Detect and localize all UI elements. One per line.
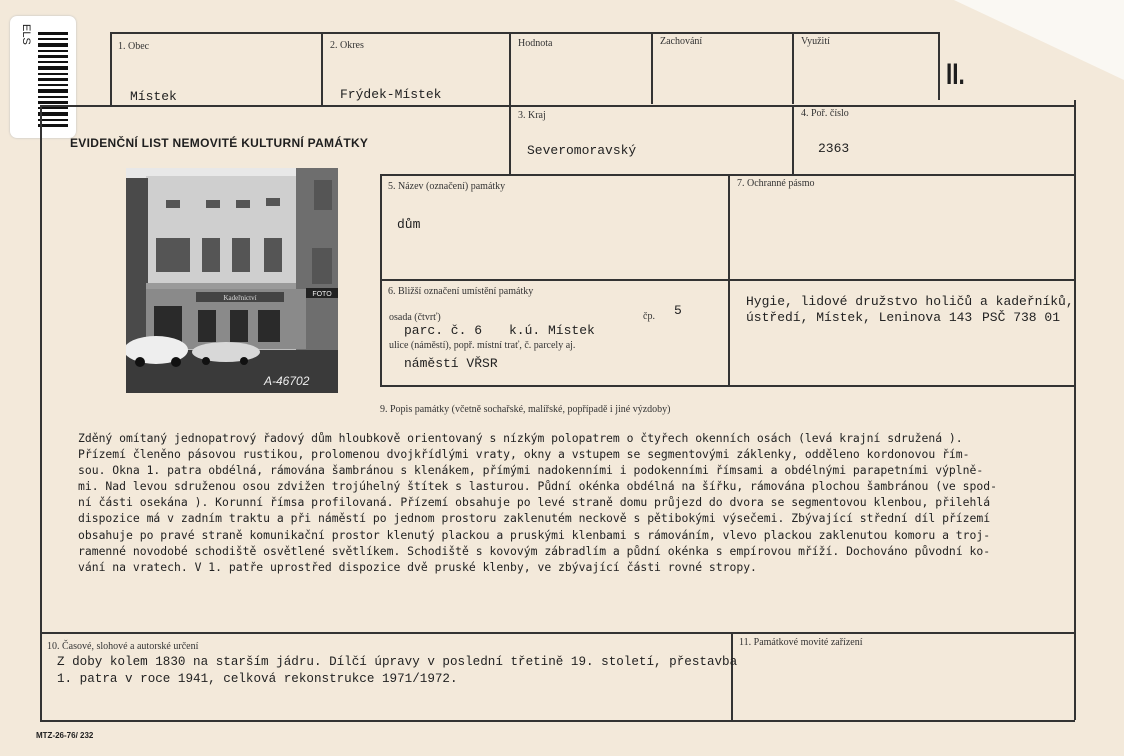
kraj-value: Severomoravský <box>527 143 637 158</box>
nazev-value: dům <box>397 217 421 232</box>
okres-label: 2. Okres <box>330 40 364 51</box>
barcode-text: ELS <box>20 24 32 45</box>
ulice-value: náměstí VŘSR <box>404 356 498 371</box>
urceni-line: Z doby kolem 1830 na starším jádru. Dílčí úpravy v poslední třetině 19. století, přestavba <box>57 655 738 669</box>
ochranne-pasmo-label: 7. Ochranné pásmo <box>737 178 815 189</box>
umisteni-label: 6. Bližší označení umístění památky <box>388 286 534 297</box>
popis-line: dispozice má v zadním traktu a při náměstí po jednom prostoru zaklenutém neckově s pětibokými výsečemi. Zbývající střední díl přízemí <box>78 511 991 526</box>
ku-value: k.ú. Místek <box>509 323 595 338</box>
popis-line: ramenné novodobé schodiště osvětlené světlíkem. Schodiště s kovovým zábradlím a půdní okénka s empírovou mříží. Dochováno původní ko- <box>78 543 991 558</box>
zachovani-label: Zachování <box>660 36 703 47</box>
cp-label: čp. <box>643 311 655 322</box>
urceni-label: 10. Časové, slohové a autorské určení <box>47 641 199 652</box>
shop-sign: Kadeřnictví <box>223 294 257 302</box>
foto-sign: FOTO <box>312 291 332 298</box>
popis-line: mi. Nad levou sdruženou osou zdvižen trojúhelný štítek s lasturou. Půdní okénka obdélná na šířku, rámována plochou šambránou (ve spod- <box>78 479 997 494</box>
obec-label: 1. Obec <box>118 41 150 52</box>
owner-line2: ústředí, Místek, Leninova 143 <box>746 310 973 325</box>
building-photo-image <box>126 168 338 393</box>
card-folded-corner <box>954 0 1124 80</box>
hodnota-label: Hodnota <box>518 38 553 49</box>
cp-value: 5 <box>674 303 682 318</box>
ulice-label: ulice (náměstí), popř. místní trať, č. parcely aj. <box>389 340 576 351</box>
building-photo <box>126 168 338 393</box>
popis-line: Přízemí členěno pásovou rustikou, prolomenou dvojkřídlými vraty, okny a vstupem se segmentovými záklenky, odděleno kordonovou řím- <box>78 447 970 462</box>
obec-value: Místek <box>130 89 177 104</box>
vyuziti-label: Využití <box>801 36 830 47</box>
popis-line: obsahuje po pravé straně komunikační prostor klenutý plackou a pruskými klenbami s rámováním, vlevo plackou zaklenutou komoru a troj- <box>78 527 991 542</box>
popis-line: Zděný omítaný jednopatrový řadový dům hloubkově orientovaný s nízkým polopatrem o čtyřech okenních osách (levá krajní sdružená ). <box>78 431 963 445</box>
owner-psc: PSČ 738 01 <box>982 310 1061 325</box>
por-cislo-value: 2363 <box>818 141 850 156</box>
owner-line1: Hygie, lidové družstvo holičů a kadeřníků, <box>746 294 1074 309</box>
page-marker: II. <box>946 58 965 91</box>
parc-value: parc. č. 6 <box>404 323 483 338</box>
por-cislo-label: 4. Poř. číslo <box>801 108 849 119</box>
popis-label: 9. Popis památky (včetně sochařské, malířské, popřípadě i jiné výzdoby) <box>380 404 671 415</box>
popis-line: ní části osekána ). Korunní římsa profilovaná. Přízemí obsahuje po levé straně domu průjezd do dvora se segmentovou klenbou, přilehlá <box>78 495 991 510</box>
popis-line: vání na vratech. V 1. patře uprostřed dispozice dvě pruské klenby, ve zbývající části rovné stropy. <box>78 559 757 574</box>
movite-label: 11. Památkové movité zařízení <box>739 637 863 648</box>
card-title: EVIDENČNÍ LIST NEMOVITÉ KULTURNÍ PAMÁTKY <box>70 136 369 150</box>
footer-code: MTZ-26-76/ 232 <box>36 731 94 740</box>
barcode-sticker <box>10 16 76 138</box>
osada-label: osada (čtvrť) <box>389 312 441 323</box>
kraj-label: 3. Kraj <box>518 110 546 121</box>
barcode-bars <box>38 32 68 128</box>
popis-line: sou. Okna 1. patra obdélná, rámována šambránou s klenákem, přímými nadokenními i podokenními římsami a obdélnými parapetními výplně- <box>78 463 984 478</box>
popis-text <box>78 430 1048 575</box>
okres-value: Frýdek-Místek <box>340 87 442 102</box>
photo-caption: A-46702 <box>264 374 310 388</box>
urceni-line: 1. patra v roce 1941, celková rekonstrukce 1971/1972. <box>57 672 458 686</box>
nazev-label: 5. Název (označení) památky <box>388 181 506 192</box>
